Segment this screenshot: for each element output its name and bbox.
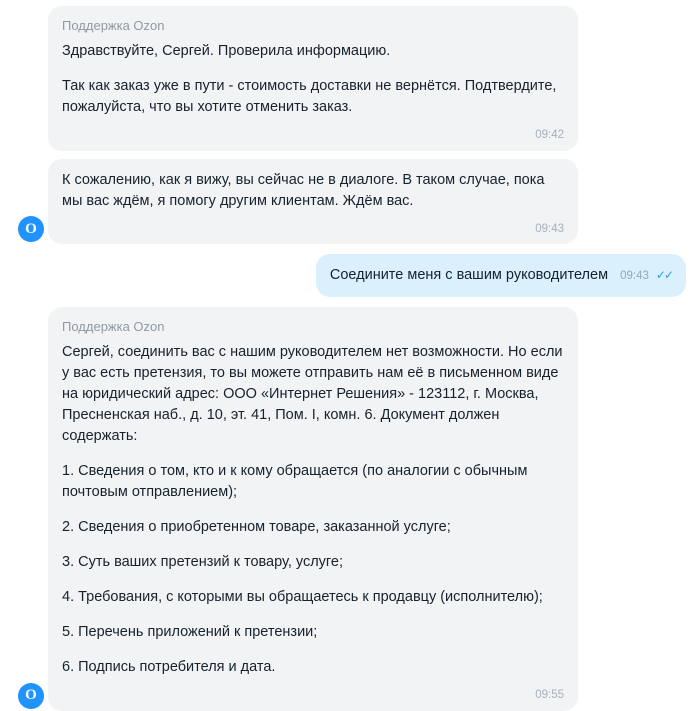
message-list-item: 3. Суть ваших претензий к товару, услуге; xyxy=(62,554,343,571)
message-stack xyxy=(48,307,578,711)
message-paragraph: Соедините меня с вашим руководителем xyxy=(329,267,609,284)
message-paragraph: Так как заказ уже в пути - стоимость доставки не вернётся. Подтвердите, пожалуйста, что вы хотите отменить заказ. xyxy=(62,77,557,115)
message-timestamp: 09:55 xyxy=(535,689,564,702)
message-list-item: 1. Сведения о том, кто и к кому обращается (по аналогии с обычным почтовым отправлением); xyxy=(62,463,528,501)
message-bubble[interactable] xyxy=(48,159,578,245)
avatar-slot xyxy=(14,683,48,711)
message-bubble[interactable] xyxy=(48,307,578,711)
message-timestamp: 09:42 xyxy=(535,128,564,141)
message-paragraph: Здравствуйте, Сергей. Проверила информацию. xyxy=(62,42,391,59)
avatar-slot xyxy=(14,216,48,244)
message-list-item: 2. Сведения о приобретенном товаре, заказанной услуге; xyxy=(62,519,451,536)
message-group-support-1 xyxy=(0,0,700,244)
message-sender: Поддержка Ozon xyxy=(62,319,165,335)
message-timestamp: 09:43 xyxy=(535,222,564,235)
message-list-item: 4. Требования, с которыми вы обращаетесь к продавцу (исполнителю); xyxy=(62,589,543,606)
message-group-user-1 xyxy=(0,254,700,297)
read-receipt-icon: ✓✓ xyxy=(655,268,672,283)
message-list-item: 6. Подпись потребителя и дата. xyxy=(62,659,276,676)
message-paragraph: К сожалению, как я вижу, вы сейчас не в диалоге. В таком случае, пока мы вас ждём, я помогу другим клиентам. Ждём вас. xyxy=(62,171,545,209)
avatar: O xyxy=(18,683,44,709)
message-bubble-outgoing[interactable] xyxy=(316,254,686,297)
message-list-item: 5. Перечень приложений к претензии; xyxy=(62,624,318,641)
message-timestamp: 09:43 xyxy=(620,270,649,283)
message-group-support-2 xyxy=(0,307,700,711)
avatar: O xyxy=(18,216,44,242)
message-bubble[interactable] xyxy=(48,6,578,151)
message-stack xyxy=(48,6,578,244)
message-paragraph: Сергей, соединить вас с нашим руководителем нет возможности. Но если у вас есть претензия, то вы можете отправить нам её в письменном виде на юридический адрес: ООО «Интернет Решения» - 123112, г. Москва, Пресненская наб., д. 10, эт. 41, Пом. I, комн. 6. Документ должен содержать: xyxy=(62,344,563,445)
message-sender: Поддержка Ozon xyxy=(62,18,165,33)
